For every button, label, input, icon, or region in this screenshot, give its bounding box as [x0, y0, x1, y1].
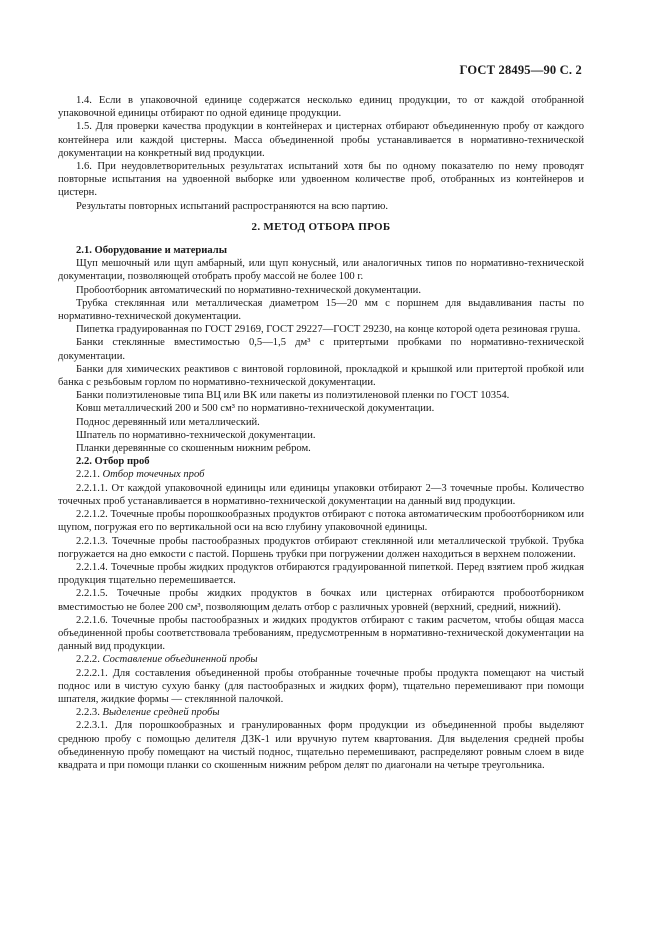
- subsection-2-2-2-heading: [58, 653, 584, 666]
- item-2-2-2-1: 2.2.2.1. Для составления объединенной пробы отобранные точечные пробы продукта помещают на чистый поднос или в чистую сухую банку (для пастообразных и жидких форм), тщательно перемешивают при помощи шпателя, жидкие формы — стеклянной палочкой.: [58, 667, 584, 705]
- subsection-number: 2.2.1.: [76, 469, 100, 481]
- equipment-item: Пипетка градуированная по ГОСТ 29169, ГОСТ 29227—ГОСТ 29230, на конце которой одета резиновая груша.: [76, 324, 581, 336]
- document-body: [58, 94, 584, 772]
- equipment-item: Ковш металлический 200 и 500 см³ по нормативно-технической документации.: [76, 403, 435, 415]
- subsection-2-2-3-heading: [58, 706, 584, 719]
- equipment-item: Поднос деревянный или металлический.: [76, 416, 260, 428]
- subsection-2-1-title: 2.1. Оборудование и материалы: [76, 245, 228, 257]
- item-2-2-1-3: 2.2.1.3. Точечные пробы пастообразных продуктов отбирают стеклянной или металлической трубкой. Трубка погружается на дно емкости с пастой. Поршень трубки при погружении должен находиться в верхнем положении.: [58, 535, 584, 560]
- equipment-item: Банки полиэтиленовые типа ВЦ или ВК или пакеты из полиэтиленовой пленки по ГОСТ 10354.: [76, 390, 510, 402]
- equipment-item: Планки деревянные со скошенным нижним ребром.: [76, 443, 311, 455]
- item-2-2-1-2: 2.2.1.2. Точечные пробы порошкообразных продуктов отбирают с потока автоматическим пробоотборником или щупом, погружая его по вертикальной оси на всю глубину упаковочной единицы.: [58, 509, 584, 534]
- page-header: ГОСТ 28495—90 С. 2: [459, 63, 582, 77]
- paragraph-results: Результаты повторных испытаний распространяются на всю партию.: [76, 200, 389, 212]
- subsection-number: 2.2.3.: [76, 707, 100, 719]
- section-2-title: 2. МЕТОД ОТБОРА ПРОБ: [251, 220, 391, 233]
- subsection-2-2-3-title: Выделение средней пробы: [102, 707, 220, 719]
- paragraph-1-4: 1.4. Если в упаковочной единице содержатся несколько единиц продукции, то от каждой отобранной упаковочной единицы отбирают по одной единице продукции.: [58, 95, 584, 120]
- subsection-2-2-1-title: Отбор точечных проб: [102, 469, 205, 481]
- subsection-2-2-1-heading: [58, 468, 584, 481]
- paragraph-1-5: 1.5. Для проверки качества продукции в контейнерах и цистернах отбирают объединенную пробу от каждого контейнера или каждой цистерны. Масса объединенной пробы устанавливается в нормативно-технической документации на конкретный вид продукции.: [58, 121, 584, 159]
- item-2-2-1-1: 2.2.1.1. От каждой упаковочной единицы или единицы упаковки отбирают 2—3 точечные пробы. Количество точечных проб устанавливается в нормативно-технической документации на данный вид продукции.: [58, 482, 584, 507]
- equipment-item: Банки для химических реактивов с винтовой горловиной, прокладкой и крышкой или притертой пробкой или банка с резьбовым горлом по нормативно-технической документации.: [58, 363, 584, 389]
- equipment-item: Щуп мешочный или щуп амбарный, или щуп конусный, или аналогичных типов по нормативно-технической документации, позволяющей отобрать пробу массой не более 100 г.: [58, 258, 584, 283]
- item-2-2-1-4: 2.2.1.4. Точечные пробы жидких продуктов отбираются градуированной пипеткой. Перед взятием проб жидкая продукция тщательно перемешивается.: [58, 561, 584, 587]
- equipment-item: Пробоотборник автоматический по нормативно-технической документации.: [76, 284, 421, 296]
- item-2-2-1-5: 2.2.1.5. Точечные пробы жидких продуктов в бочках или цистернах отбираются пробоотборником вместимостью не более 200 см³, позволяющим делать отбор с различных уровней (верхний, средний, нижний).: [58, 588, 584, 613]
- subsection-2-2-2-title: Составление объединенной пробы: [102, 654, 258, 666]
- equipment-item: Шпатель по нормативно-технической документации.: [76, 429, 316, 441]
- item-2-2-1-6: 2.2.1.6. Точечные пробы пастообразных и жидких продуктов отбирают с таким расчетом, чтобы общая масса объединенной пробы соответствовала требованиям, предусмотренным в нормативно-технической документации на данный вид продукции.: [58, 614, 584, 653]
- equipment-item: Трубка стеклянная или металлическая диаметром 15—20 мм с поршнем для выдавливания пасты по нормативно-технической документации.: [58, 297, 584, 323]
- paragraph-1-6: 1.6. При неудовлетворительных результатах испытаний хотя бы по одному показателю по нему проводят повторные испытания на удвоенной выборке или удвоенном количестве проб, отобранных из контейнеров и цистерн.: [58, 161, 584, 199]
- item-2-2-3-1: 2.2.3.1. Для порошкообразных и гранулированных форм продукции из объединенной пробы выделяют среднюю пробу с помощью делителя ДЗК-1 или вручную путем квартования. Для выделения средней пробы объединенную пробу помещают на чистый поднос, тщательно перемешивают, распределяют ровным слоем в виде квадрата и при помощи планки со скошенным нижним ребром делят по диагонали на четыре треугольника.: [58, 720, 584, 771]
- equipment-item: Банки стеклянные вместимостью 0,5—1,5 дм³ с притертыми пробками по нормативно-технической документации.: [58, 337, 584, 362]
- subsection-2-2-title: 2.2. Отбор проб: [76, 456, 150, 468]
- subsection-number: 2.2.2.: [76, 654, 100, 666]
